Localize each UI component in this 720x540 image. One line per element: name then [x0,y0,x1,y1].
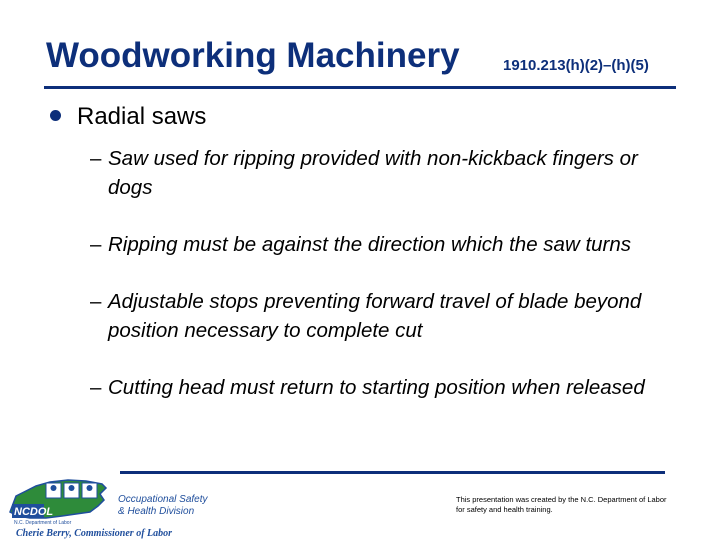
footer-note: This presentation was created by the N.C. Department of Labor for safety and health training. [456,495,667,514]
sub-bullet-text: Cutting head must return to starting position when released [108,376,645,399]
logo-wordmark: NCDOL [14,506,54,518]
sub-bullet [90,373,670,402]
dash-icon: – [90,376,102,399]
division-line-1: Occupational Safety [118,494,208,505]
regulation-citation: 1910.213(h)(2)–(h)(5) [503,57,649,74]
sub-bullet [90,144,670,202]
title-divider [44,86,676,89]
dash-icon: – [90,233,102,256]
sub-bullet-text: Saw used for ripping provided with non-kickback fingers or dogs [108,147,638,199]
slide-title: Woodworking Machinery [46,36,460,75]
sub-bullet [90,287,670,345]
dash-icon: – [90,147,102,170]
sub-bullet-list [90,144,670,430]
dash-icon: – [90,290,102,313]
sub-bullet-text: Adjustable stops preventing forward travel of blade beyond position necessary to complete cut [108,290,642,342]
bullet-dot-icon [50,110,61,121]
commissioner-name: Cherie Berry, Commissioner of Labor [16,528,173,539]
sub-bullet [90,230,670,259]
division-line-2: & Health Division [118,506,195,517]
main-bullet [50,103,206,131]
worker-icon [69,485,75,491]
sub-bullet-text: Ripping must be against the direction which the saw turns [108,233,632,256]
worker-icon [51,485,57,491]
logo-department: N.C. Department of Labor [14,520,72,526]
worker-icon [87,485,93,491]
main-bullet-text: Radial saws [77,103,207,130]
ncdol-logo [6,472,236,540]
